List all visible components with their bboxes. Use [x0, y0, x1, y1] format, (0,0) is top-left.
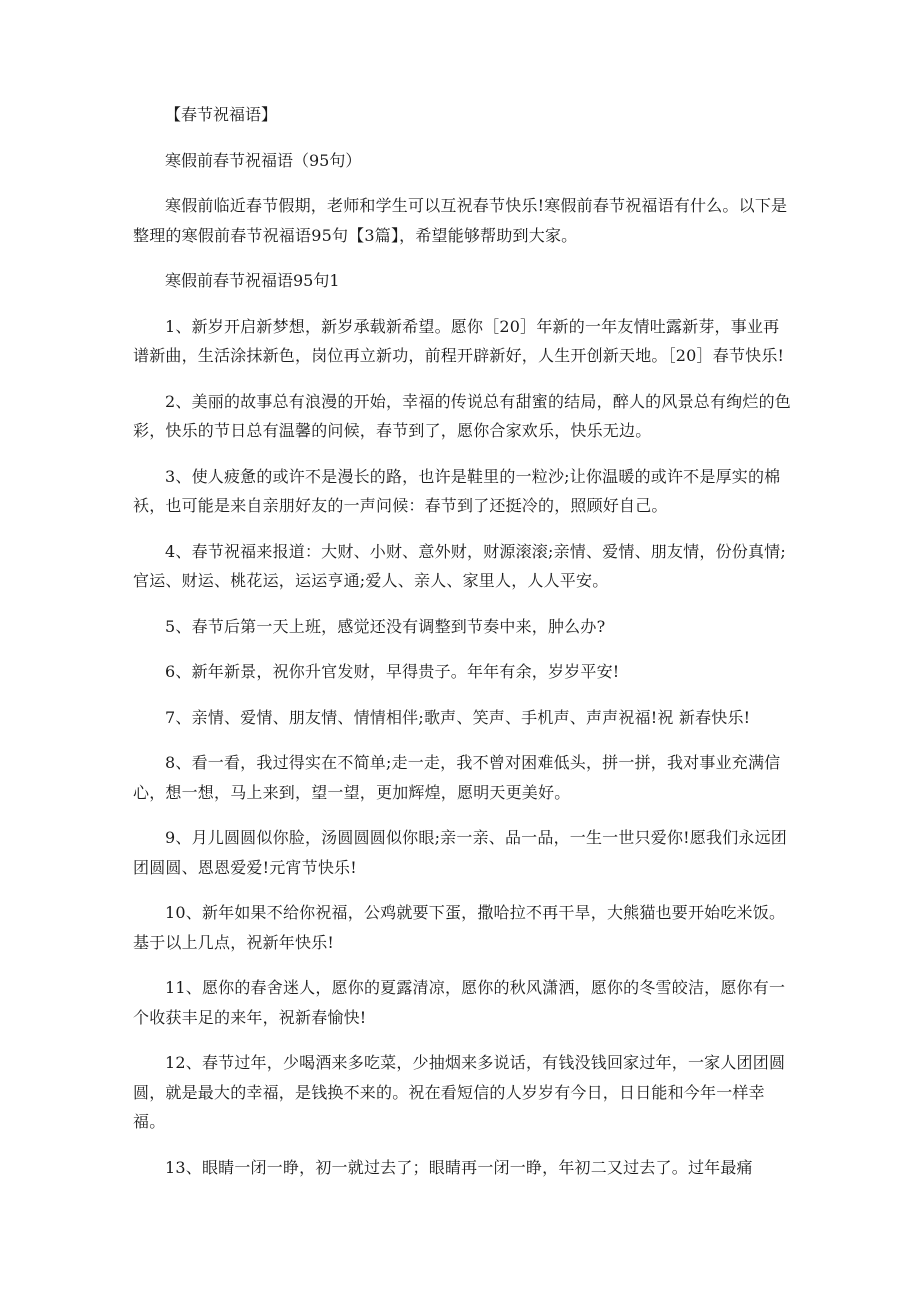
blessing-item-10: 10、新年如果不给你祝福，公鸡就要下蛋，撒哈拉不再干旱，大熊猫也要开始吃米饭。基于以上几点，祝新年快乐!	[133, 903, 786, 952]
section-title: 【春节祝福语】	[165, 105, 278, 124]
blessing-item-6: 6、新年新景，祝你升官发财，早得贵子。年年有余，岁岁平安!	[165, 662, 620, 681]
blessing-item-12: 12、春节过年，少喝酒来多吃菜，少抽烟来多说话，有钱没钱回家过年，一家人团团圆圆，就是最大的幸福，是钱换不来的。祝在看短信的人岁岁有今日，日日能和今年一样幸福。	[133, 1053, 786, 1131]
document-subtitle: 寒假前春节祝福语（95句）	[165, 150, 362, 170]
intro-paragraph: 寒假前临近春节假期，老师和学生可以互祝春节快乐!寒假前春节祝福语有什么。以下是整理的寒假前春节祝福语95句【3篇】，希望能够帮助到大家。	[133, 196, 788, 245]
blessing-item-4: 4、春节祝福来报道：大财、小财、意外财，财源滚滚;亲情、爱情、朋友情，份份真情;官运、财运、桃花运，运运亨通;爱人、亲人、家里人，人人平安。	[133, 541, 786, 590]
blessing-item-2: 2、美丽的故事总有浪漫的开始，幸福的传说总有甜蜜的结局，醉人的风景总有绚烂的色彩，快乐的节日总有温馨的问候，春节到了，愿你合家欢乐，快乐无边。	[133, 391, 791, 440]
blessing-item-9: 9、月儿圆圆似你脸，汤圆圆圆似你眼;亲一亲、品一品，一生一世只爱你!愿我们永远团团圆圆、恩恩爱爱!元宵节快乐!	[133, 828, 788, 877]
blessing-item-11: 11、愿你的春舍迷人，愿你的夏露清凉，愿你的秋风潇洒，愿你的冬雪皎洁，愿你有一个收获丰足的来年，祝新春愉快!	[133, 978, 786, 1027]
blessing-item-5: 5、春节后第一天上班，感觉还没有调整到节奏中来，肿么办?	[165, 616, 606, 636]
document-page	[133, 100, 793, 1198]
blessing-item-3: 3、使人疲惫的或许不是漫长的路，也许是鞋里的一粒沙;让你温暖的或许不是厚实的棉袄，也可能是来自亲朋好友的一声问候：春节到了还挺冷的，照顾好自己。	[133, 466, 781, 515]
blessing-item-7: 7、亲情、爱情、朋友情、情情相伴;歌声、笑声、手机声、声声祝福!祝 新春快乐!	[165, 707, 751, 727]
blessing-item-13: 13、眼睛一闭一睁，初一就过去了；眼睛再一闭一睁，年初二又过去了。过年最痛	[165, 1157, 753, 1177]
blessing-item-8: 8、看一看，我过得实在不简单;走一走，我不曾对困难低头，拼一拼，我对事业充满信心，想一想，马上来到，望一望，更加辉煌，愿明天更美好。	[133, 753, 781, 802]
part-title: 寒假前春节祝福语95句1	[165, 271, 340, 290]
blessing-item-1: 1、新岁开启新梦想，新岁承载新希望。愿你［20］年新的一年友情吐露新芽，事业再谱新曲，生活涂抹新色，岗位再立新功，前程开辟新好，人生开创新天地。［20］春节快乐!	[133, 316, 785, 365]
